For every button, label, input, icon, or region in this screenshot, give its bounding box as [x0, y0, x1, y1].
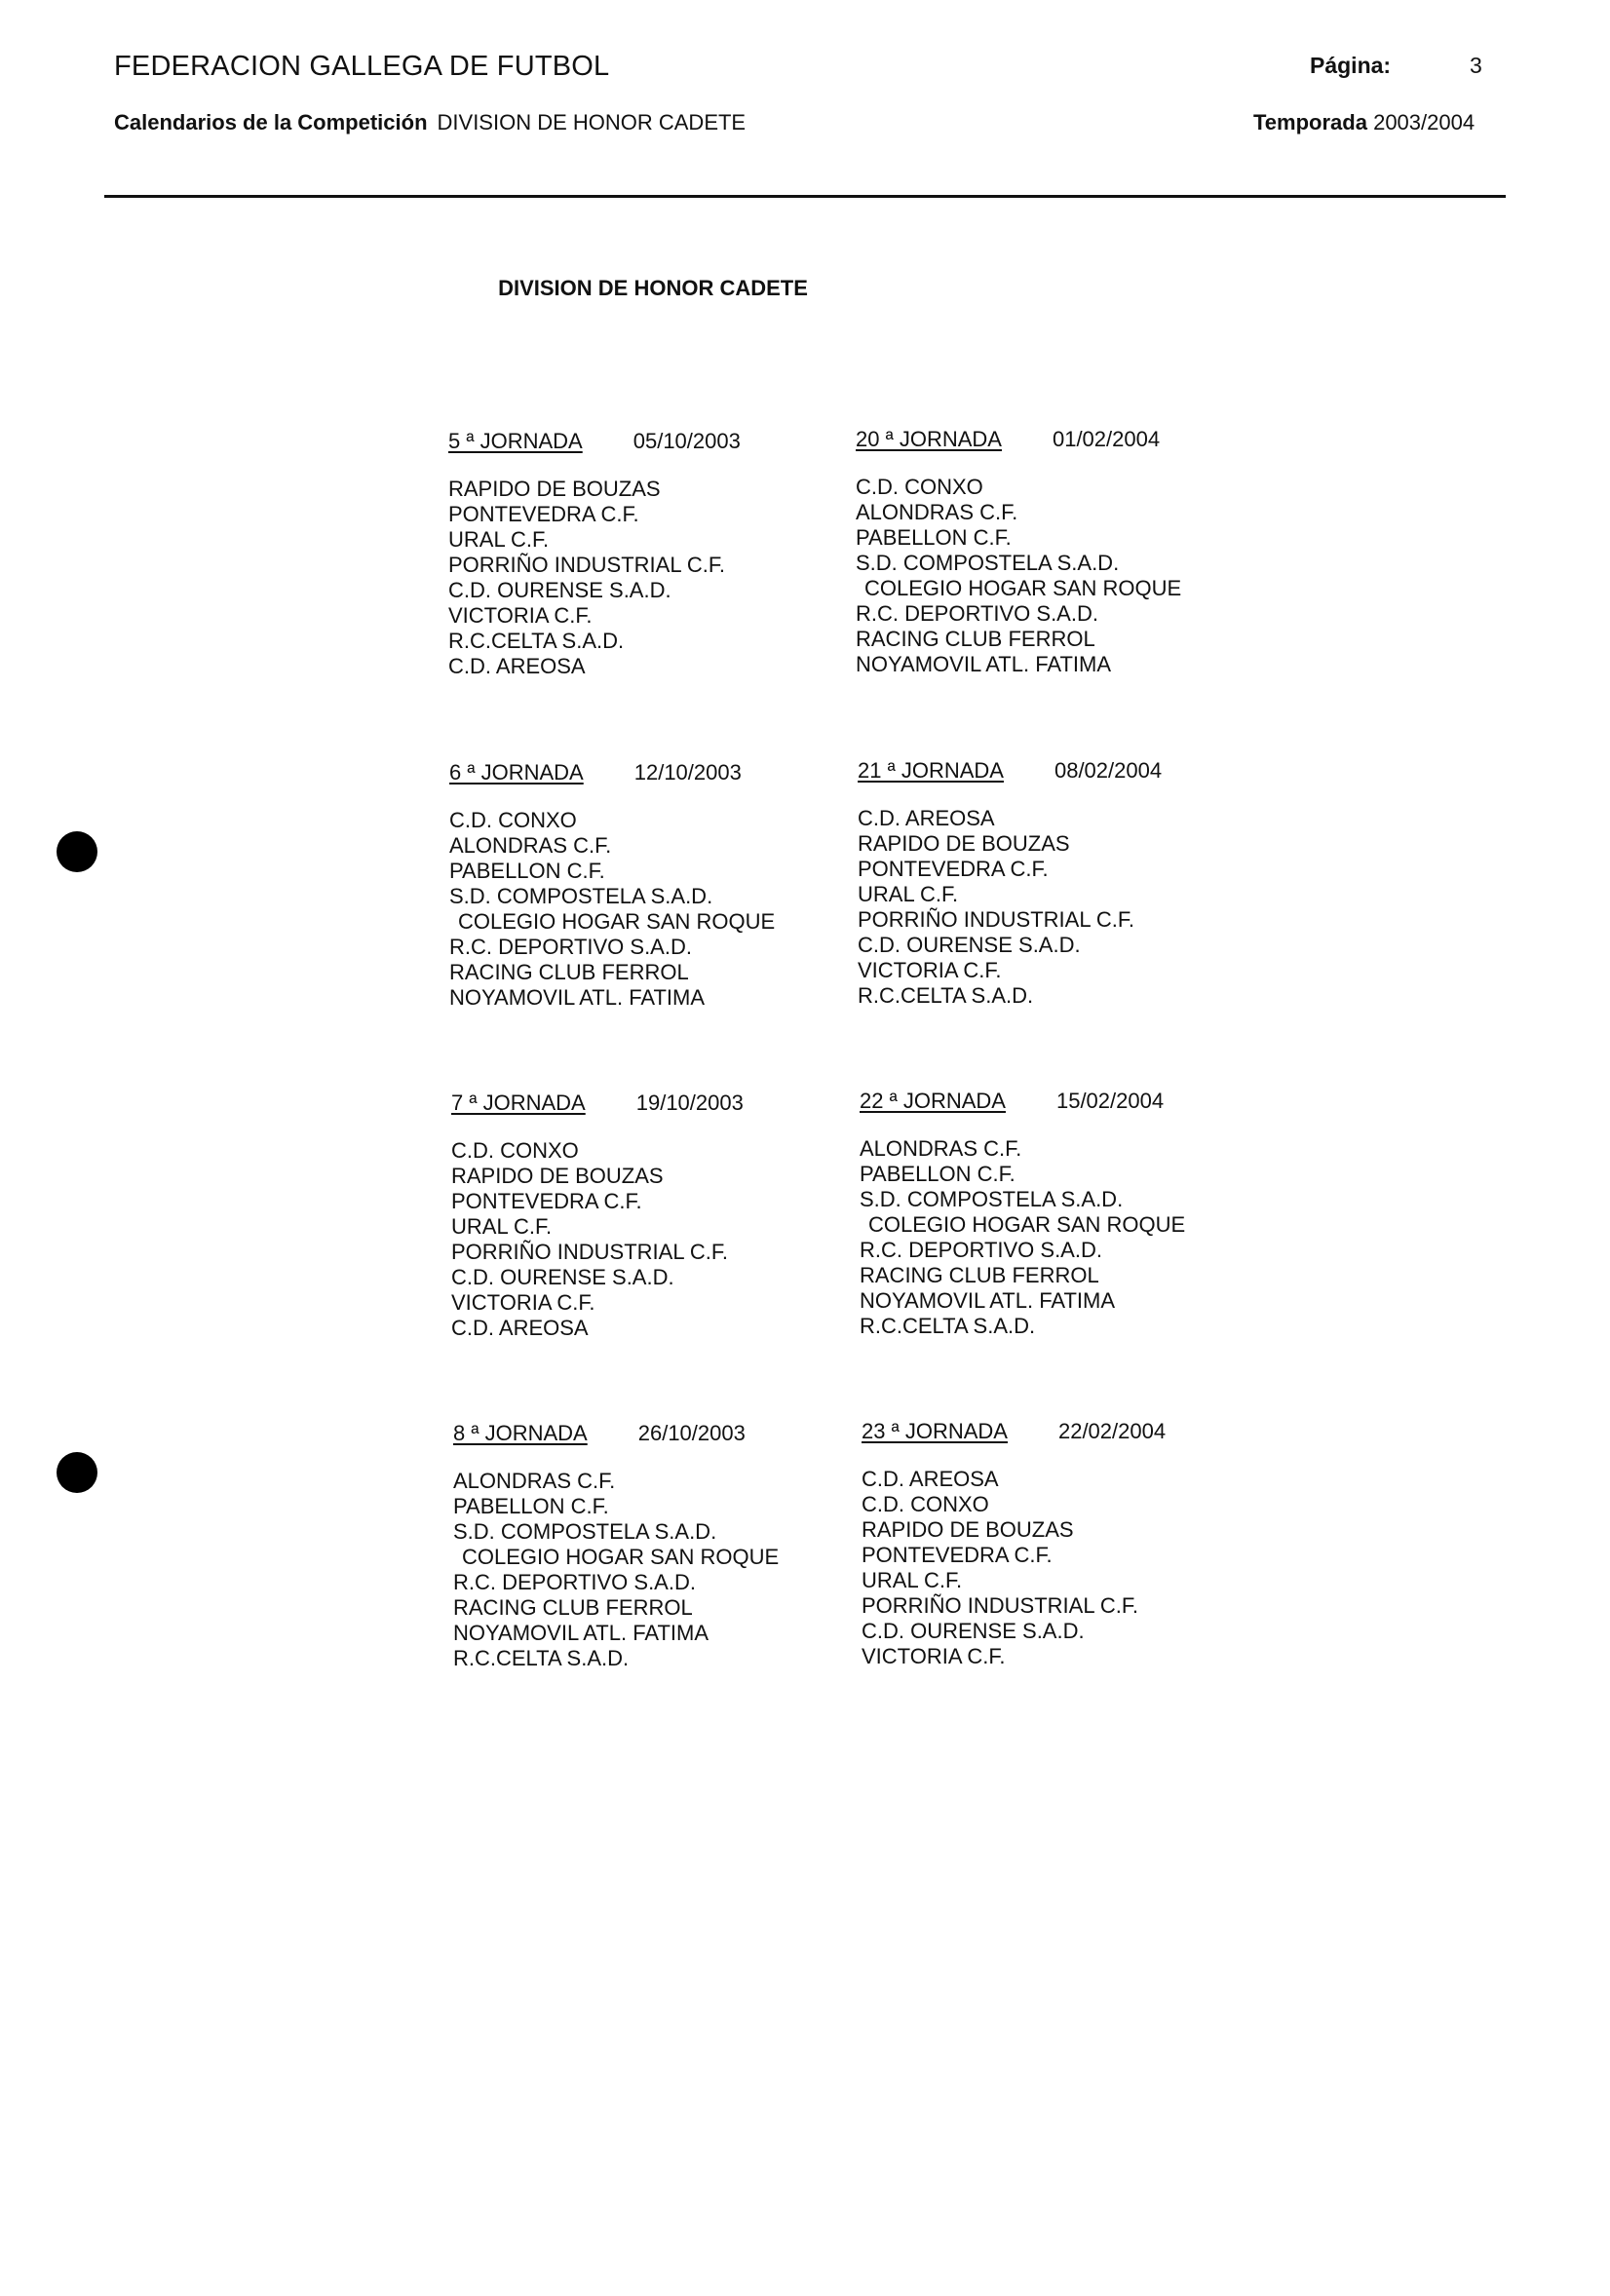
team-name: ALONDRAS C.F. — [453, 1469, 616, 1493]
team-name: PABELLON C.F. — [453, 1494, 609, 1518]
team-name: PABELLON C.F. — [856, 525, 1012, 550]
team-name: VICTORIA C.F. — [451, 1290, 595, 1315]
team-name: URAL C.F. — [862, 1568, 963, 1592]
team-name: NOYAMOVIL ATL. FATIMA — [449, 985, 706, 1010]
team-name: C.D. AREOSA — [448, 654, 586, 678]
season-info — [1253, 110, 1475, 135]
team-name: URAL C.F. — [858, 882, 959, 906]
team-name: RAPIDO DE BOUZAS — [451, 1164, 664, 1188]
team-name: C.D. AREOSA — [858, 806, 995, 830]
team-name: C.D. CONXO — [451, 1138, 579, 1163]
season-label: Temporada — [1253, 110, 1367, 134]
season-value: 2003/2004 — [1373, 110, 1476, 134]
round-heading — [453, 1421, 779, 1446]
team-name: R.C.CELTA S.A.D. — [858, 983, 1034, 1008]
team-name: S.D. COMPOSTELA S.A.D. — [860, 1187, 1124, 1211]
team-name: PONTEVEDRA C.F. — [862, 1543, 1053, 1567]
round-block — [862, 1419, 1166, 1669]
round-label: 8 ª JORNADA — [453, 1421, 588, 1445]
round-date: 01/02/2004 — [1052, 427, 1161, 451]
round-date: 19/10/2003 — [635, 1091, 744, 1115]
team-name: C.D. OURENSE S.A.D. — [862, 1619, 1085, 1643]
team-name: URAL C.F. — [451, 1214, 553, 1239]
team-name: C.D. OURENSE S.A.D. — [858, 933, 1081, 957]
competition-name: DIVISION DE HONOR CADETE — [437, 110, 747, 134]
team-name: RACING CLUB FERROL — [860, 1263, 1099, 1287]
team-name: C.D. AREOSA — [862, 1467, 999, 1491]
team-name: VICTORIA C.F. — [448, 603, 593, 628]
round-date: 15/02/2004 — [1055, 1089, 1165, 1113]
round-heading — [449, 760, 775, 785]
round-heading — [862, 1419, 1166, 1444]
team-name: COLEGIO HOGAR SAN ROQUE — [868, 1212, 1186, 1237]
team-name: C.D. CONXO — [449, 808, 577, 832]
team-name: PABELLON C.F. — [860, 1162, 1016, 1186]
team-name: RAPIDO DE BOUZAS — [858, 831, 1070, 856]
team-name: C.D. OURENSE S.A.D. — [451, 1265, 674, 1289]
team-name: S.D. COMPOSTELA S.A.D. — [449, 884, 713, 908]
round-label: 6 ª JORNADA — [449, 760, 584, 784]
calendar-subtitle — [114, 110, 746, 135]
team-name: PABELLON C.F. — [449, 859, 605, 883]
team-name: ALONDRAS C.F. — [856, 500, 1018, 524]
team-name: C.D. CONXO — [856, 475, 983, 499]
round-heading — [860, 1089, 1185, 1114]
team-name: S.D. COMPOSTELA S.A.D. — [453, 1519, 717, 1544]
round-block — [449, 760, 775, 1011]
round-date: 22/02/2004 — [1057, 1419, 1167, 1443]
round-label: 21 ª JORNADA — [858, 758, 1004, 783]
round-block — [860, 1089, 1185, 1339]
round-date: 05/10/2003 — [632, 429, 741, 453]
round-label: 22 ª JORNADA — [860, 1089, 1006, 1113]
team-name: R.C. DEPORTIVO S.A.D. — [856, 601, 1098, 626]
team-name: NOYAMOVIL ATL. FATIMA — [860, 1288, 1116, 1313]
team-name: PORRIÑO INDUSTRIAL C.F. — [862, 1593, 1138, 1618]
team-name: R.C.CELTA S.A.D. — [453, 1646, 630, 1670]
team-name: R.C.CELTA S.A.D. — [860, 1314, 1036, 1338]
round-heading — [451, 1091, 744, 1116]
team-name: RAPIDO DE BOUZAS — [448, 477, 661, 501]
round-block — [453, 1421, 779, 1671]
page-label: Página: — [1310, 53, 1392, 78]
team-name: VICTORIA C.F. — [858, 958, 1002, 982]
round-label: 20 ª JORNADA — [856, 427, 1002, 451]
punch-hole — [57, 1452, 97, 1493]
team-name: PORRIÑO INDUSTRIAL C.F. — [451, 1240, 728, 1264]
section-title: DIVISION DE HONOR CADETE — [498, 276, 808, 300]
team-name: C.D. CONXO — [862, 1492, 989, 1516]
team-name: PORRIÑO INDUSTRIAL C.F. — [448, 553, 725, 577]
punch-hole — [57, 831, 97, 872]
team-name: R.C. DEPORTIVO S.A.D. — [860, 1238, 1102, 1262]
round-label: 5 ª JORNADA — [448, 429, 583, 453]
round-block — [451, 1091, 744, 1341]
team-name: PONTEVEDRA C.F. — [448, 502, 639, 526]
organization-title: FEDERACION GALLEGA DE FUTBOL — [114, 51, 610, 82]
header-divider — [104, 195, 1506, 198]
round-label: 7 ª JORNADA — [451, 1091, 586, 1115]
round-label: 23 ª JORNADA — [862, 1419, 1008, 1443]
team-name: COLEGIO HOGAR SAN ROQUE — [462, 1545, 780, 1569]
round-date: 26/10/2003 — [637, 1421, 746, 1445]
calendar-label: Calendarios de la Competición — [114, 110, 428, 134]
team-name: C.D. OURENSE S.A.D. — [448, 578, 671, 602]
team-name: R.C.CELTA S.A.D. — [448, 629, 625, 653]
round-block — [448, 429, 741, 679]
team-name: PONTEVEDRA C.F. — [451, 1189, 642, 1213]
team-name: NOYAMOVIL ATL. FATIMA — [856, 652, 1112, 676]
round-block — [856, 427, 1181, 677]
round-date: 08/02/2004 — [1054, 758, 1163, 783]
team-name: ALONDRAS C.F. — [449, 833, 612, 858]
team-name: ALONDRAS C.F. — [860, 1136, 1022, 1161]
team-name: R.C. DEPORTIVO S.A.D. — [453, 1570, 696, 1594]
page-number: 3 — [1470, 53, 1482, 78]
team-name: RACING CLUB FERROL — [453, 1595, 693, 1620]
team-name: URAL C.F. — [448, 527, 550, 552]
round-heading — [856, 427, 1181, 452]
team-name: RAPIDO DE BOUZAS — [862, 1517, 1074, 1542]
round-heading — [448, 429, 741, 454]
team-name: COLEGIO HOGAR SAN ROQUE — [458, 909, 776, 934]
team-name: COLEGIO HOGAR SAN ROQUE — [864, 576, 1182, 600]
round-heading — [858, 758, 1162, 784]
team-name: PONTEVEDRA C.F. — [858, 857, 1049, 881]
team-name: R.C. DEPORTIVO S.A.D. — [449, 935, 692, 959]
team-name: PORRIÑO INDUSTRIAL C.F. — [858, 907, 1134, 932]
team-name: S.D. COMPOSTELA S.A.D. — [856, 551, 1120, 575]
team-name: NOYAMOVIL ATL. FATIMA — [453, 1621, 709, 1645]
team-name: RACING CLUB FERROL — [449, 960, 689, 984]
round-date: 12/10/2003 — [633, 760, 742, 784]
team-name: C.D. AREOSA — [451, 1316, 589, 1340]
team-name: VICTORIA C.F. — [862, 1644, 1006, 1668]
team-name: RACING CLUB FERROL — [856, 627, 1095, 651]
round-block — [858, 758, 1162, 1009]
